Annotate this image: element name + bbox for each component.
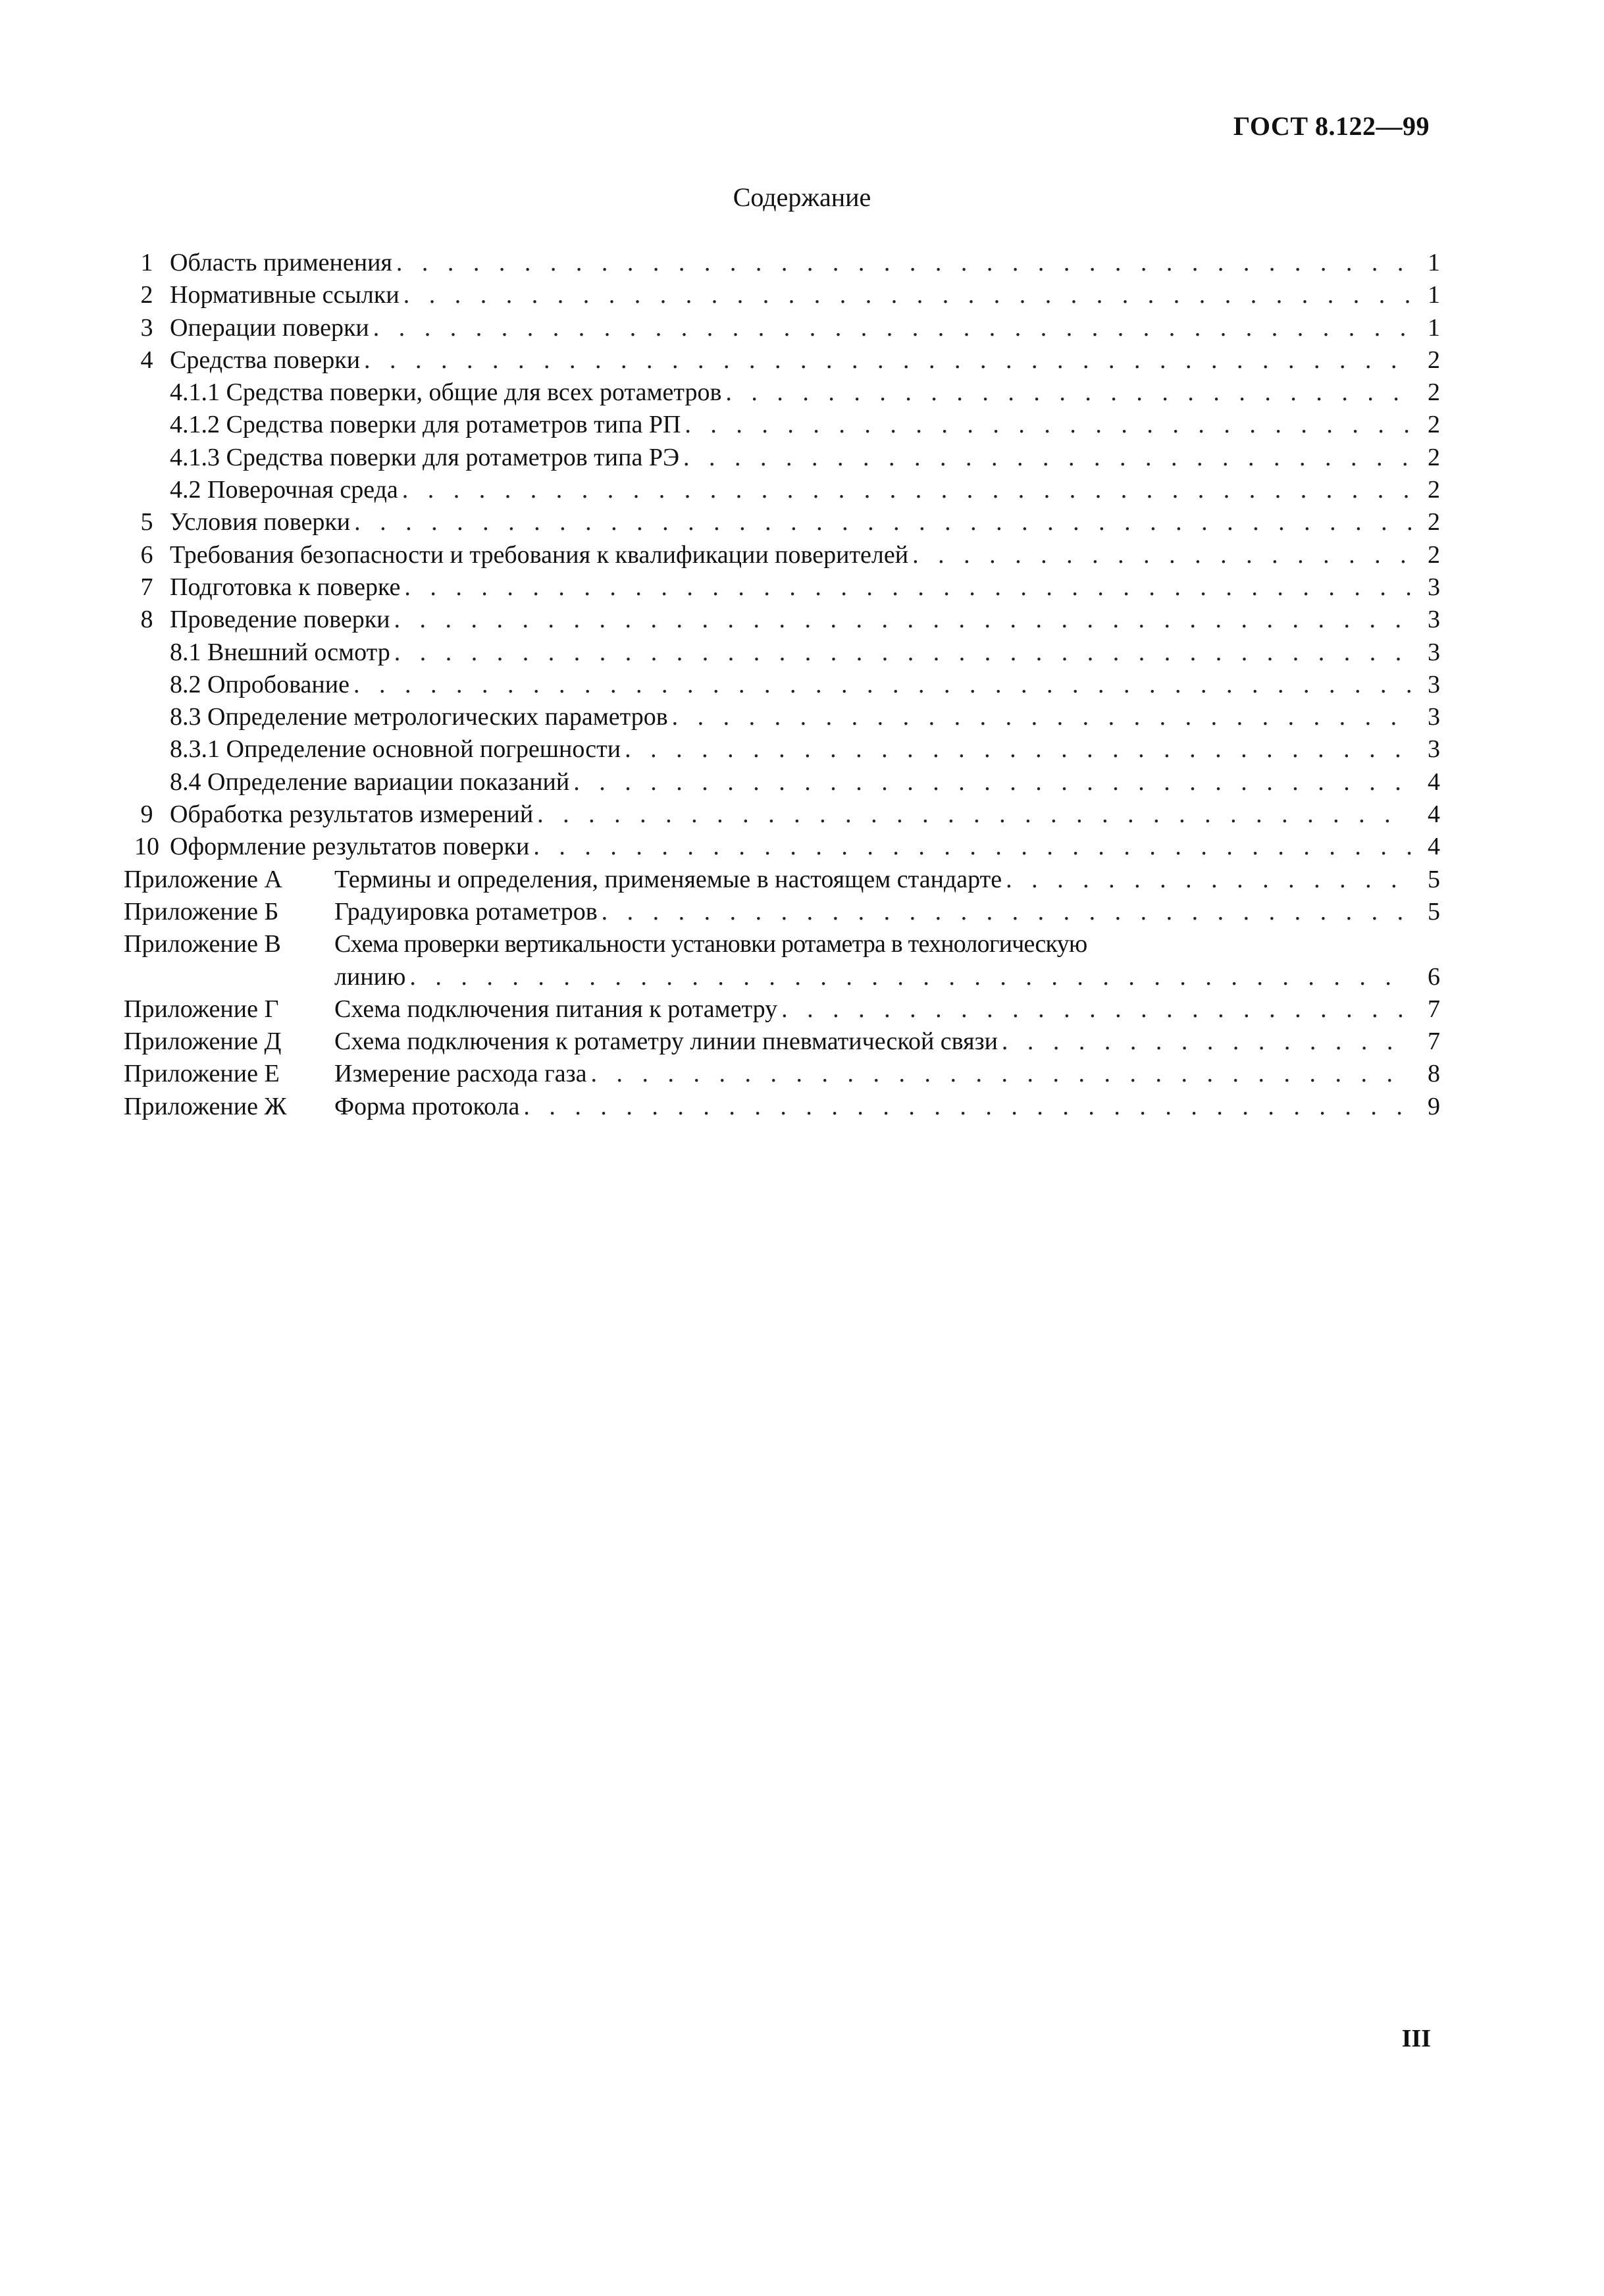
toc-subentry[interactable] — [124, 766, 1440, 798]
toc-entry-number: 4 — [140, 346, 153, 374]
dot-leader — [573, 766, 1411, 798]
toc-entry-page: 1 — [1428, 281, 1440, 309]
toc-entry-title: Требования безопасности и требования к квалификации поверителей — [170, 540, 909, 569]
dot-leader — [402, 474, 1411, 506]
toc-entry[interactable] — [124, 312, 1440, 344]
toc-entry-title: Оформление результатов поверки — [170, 833, 530, 861]
toc-entry-number: 7 — [140, 573, 153, 601]
toc-title: Содержание — [733, 182, 871, 212]
toc-entry-title: Операции поверки — [170, 313, 369, 342]
toc-entry-number: 5 — [140, 508, 153, 536]
dot-leader — [537, 798, 1411, 831]
dot-leader — [403, 279, 1411, 311]
toc-entry-title: Область применения — [170, 249, 392, 276]
toc-entry-page: 3 — [1428, 670, 1440, 698]
dot-leader — [683, 442, 1411, 474]
appendix-title: Термины и определения, применяемые в настоящем стандарте — [334, 865, 1002, 893]
appendix-page: 9 — [1428, 1092, 1440, 1120]
dot-leader — [1002, 1026, 1411, 1058]
toc-entry-number: 8 — [140, 606, 153, 634]
toc-entry-page: 4 — [1428, 768, 1440, 796]
document-code: ГОСТ 8.122—99 — [1233, 111, 1430, 141]
appendix-label: Приложение Е — [124, 1060, 280, 1088]
dot-leader — [590, 1058, 1411, 1090]
appendix-page: 8 — [1428, 1060, 1440, 1088]
toc-appendix[interactable] — [124, 864, 1440, 896]
dot-leader — [533, 831, 1411, 863]
appendix-label: Приложение Ж — [124, 1092, 287, 1120]
toc-subentry[interactable] — [124, 474, 1440, 506]
dot-leader — [912, 539, 1411, 571]
appendix-page: 7 — [1428, 1028, 1440, 1056]
appendix-page: 5 — [1428, 897, 1440, 926]
toc-entry[interactable] — [124, 831, 1440, 863]
dot-leader — [394, 637, 1411, 669]
toc-appendix[interactable] — [124, 1058, 1440, 1090]
toc-entry-title: Нормативные ссылки — [170, 281, 400, 309]
table-of-contents — [124, 247, 1440, 1123]
toc-entry-title: Обработка результатов измерений — [170, 800, 534, 829]
toc-subentry[interactable] — [124, 669, 1440, 701]
dot-leader — [394, 604, 1412, 636]
toc-entry-title: 4.2 Поверочная среда — [170, 476, 398, 504]
toc-appendix[interactable] — [124, 993, 1440, 1026]
appendix-title: Градуировка ротаметров — [334, 897, 598, 926]
dot-leader — [353, 669, 1411, 701]
toc-entry-page: 2 — [1428, 540, 1440, 569]
appendix-page: 5 — [1428, 865, 1440, 893]
appendix-label: Приложение Г — [124, 995, 279, 1023]
toc-entry-number: 3 — [140, 313, 153, 342]
dot-leader — [685, 409, 1411, 441]
toc-entry-title: 4.1.3 Средства поверки для ротаметров типа РЭ — [170, 443, 680, 471]
toc-entry-title: 8.3.1 Определение основной погрешности — [170, 735, 621, 764]
toc-entry-page: 4 — [1428, 800, 1440, 829]
toc-entry[interactable] — [124, 279, 1440, 311]
toc-entry-title: 4.1.2 Средства поверки для ротаметров типа РП — [170, 411, 681, 439]
appendix-title: Схема подключения к ротаметру линии пневматической связи — [334, 1028, 998, 1056]
toc-entry-number: 6 — [140, 540, 153, 569]
toc-entry[interactable] — [124, 344, 1440, 377]
toc-entry-page: 3 — [1428, 735, 1440, 764]
toc-entry-page: 3 — [1428, 573, 1440, 601]
dot-leader — [781, 993, 1411, 1026]
toc-entry-title: Средства поверки — [170, 346, 361, 374]
appendix-label: Приложение А — [124, 865, 282, 893]
toc-entry-number: 10 — [134, 833, 159, 861]
toc-entry-page: 3 — [1428, 703, 1440, 731]
toc-entry-page: 3 — [1428, 638, 1440, 666]
appendix-title: Измерение расхода газа — [334, 1060, 587, 1088]
toc-entry-title: Подготовка к поверке — [170, 573, 401, 601]
dot-leader — [725, 377, 1411, 409]
appendix-label: Приложение Б — [124, 897, 279, 926]
dot-leader — [1006, 864, 1411, 896]
toc-appendix[interactable] — [124, 1091, 1440, 1123]
toc-entry-page: 2 — [1428, 378, 1440, 407]
appendix-title: Форма протокола — [334, 1092, 520, 1120]
dot-leader — [373, 312, 1411, 344]
toc-entry-page: 2 — [1428, 411, 1440, 439]
appendix-label: Приложение Д — [124, 1028, 282, 1056]
toc-entry-page: 1 — [1428, 313, 1440, 342]
toc-entry[interactable] — [124, 506, 1440, 538]
toc-entry-title: Условия поверки — [170, 508, 351, 536]
appendix-title-line1: Схема проверки вертикальности установки ротаметра в технологическую — [334, 930, 1087, 958]
toc-entry[interactable] — [124, 571, 1440, 604]
toc-entry-page: 2 — [1428, 443, 1440, 471]
toc-entry[interactable] — [124, 539, 1440, 571]
dot-leader — [364, 344, 1411, 377]
dot-leader — [409, 961, 1411, 993]
toc-entry[interactable] — [124, 247, 1440, 279]
toc-entry[interactable] — [124, 604, 1440, 636]
toc-entry-page: 3 — [1428, 606, 1440, 634]
toc-entry-page: 4 — [1428, 833, 1440, 861]
toc-subentry[interactable] — [124, 701, 1440, 733]
toc-entry-page: 2 — [1428, 476, 1440, 504]
toc-entry-page: 2 — [1428, 508, 1440, 536]
toc-subentry[interactable] — [124, 409, 1440, 441]
dot-leader — [523, 1091, 1411, 1123]
appendix-label: Приложение В — [124, 930, 281, 958]
toc-entry-title: 8.2 Опробование — [170, 670, 349, 698]
appendix-title-line2: линию — [334, 962, 406, 991]
toc-subentry[interactable] — [124, 377, 1440, 409]
page-number: III — [1401, 2025, 1431, 2052]
toc-subentry[interactable] — [124, 442, 1440, 474]
dot-leader — [404, 571, 1411, 604]
toc-entry-page: 1 — [1428, 249, 1440, 276]
toc-entry-number: 2 — [140, 281, 153, 309]
toc-subentry[interactable] — [124, 733, 1440, 766]
toc-entry-title: 8.3 Определение метрологических параметров — [170, 703, 668, 731]
toc-appendix[interactable] — [124, 896, 1440, 928]
dot-leader — [396, 247, 1411, 279]
dot-leader — [354, 506, 1411, 538]
dot-leader — [625, 733, 1411, 766]
toc-appendix[interactable] — [124, 928, 1440, 993]
dot-leader — [672, 701, 1411, 733]
toc-entry-title: Проведение поверки — [170, 606, 390, 634]
appendix-title: Схема подключения питания к ротаметру — [334, 995, 778, 1023]
toc-entry[interactable] — [124, 798, 1440, 831]
toc-appendix[interactable] — [124, 1026, 1440, 1058]
toc-entry-page: 2 — [1428, 346, 1440, 374]
toc-entry-title: 8.4 Определение вариации показаний — [170, 768, 570, 796]
toc-entry-title: 4.1.1 Средства поверки, общие для всех ротаметров — [170, 378, 722, 407]
appendix-page: 6 — [1428, 962, 1440, 991]
dot-leader — [602, 896, 1411, 928]
toc-entry-number: 1 — [140, 249, 153, 276]
toc-entry-title: 8.1 Внешний осмотр — [170, 638, 390, 666]
toc-entry-number: 9 — [140, 800, 153, 829]
appendix-page: 7 — [1428, 995, 1440, 1023]
toc-subentry[interactable] — [124, 637, 1440, 669]
